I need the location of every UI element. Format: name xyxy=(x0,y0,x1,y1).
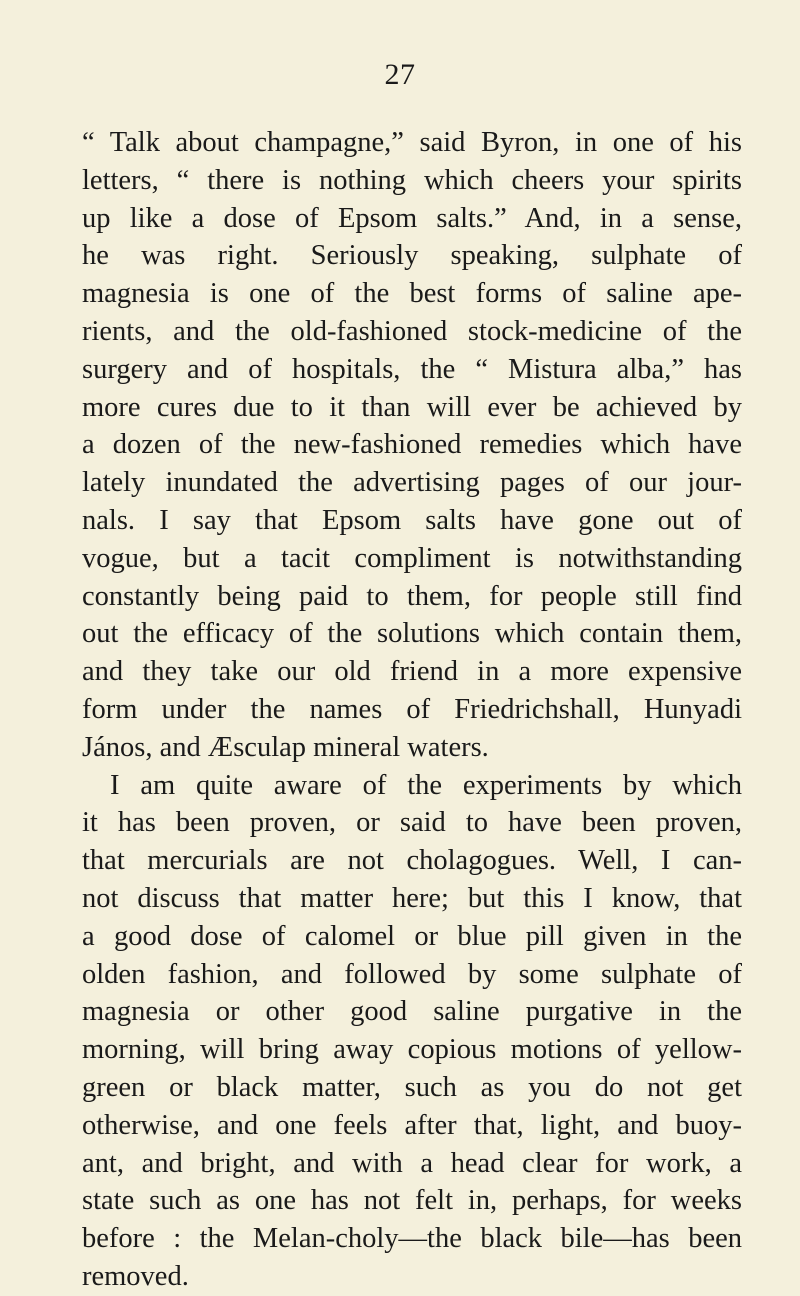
text-line: not discuss that matter here; but this I know, that xyxy=(82,882,742,914)
text-line: nals. I say that Epsom salts have gone out of xyxy=(82,504,742,536)
text-line: morning, will bring away copious motions of yellow- xyxy=(82,1034,742,1066)
text-line: lately inundated the advertising pages of our jour- xyxy=(82,467,742,499)
text-line: constantly being paid to them, for people still find xyxy=(82,580,742,612)
text-line: form under the names of Friedrichshall, Hunyadi xyxy=(82,693,742,725)
text-line: a dozen of the new-fashioned remedies which have xyxy=(82,429,742,461)
text-line: letters, “ there is nothing which cheers your spirits xyxy=(82,164,742,196)
text-line: up like a dose of Epsom salts.” And, in a sense, xyxy=(82,202,742,234)
text-line: ant, and bright, and with a head clear for work, a xyxy=(82,1147,742,1179)
body-text xyxy=(82,124,742,1296)
text-line: magnesia is one of the best forms of saline ape- xyxy=(82,278,742,310)
text-line: “ Talk about champagne,” said Byron, in one of his xyxy=(82,127,742,158)
text-line: out the efficacy of the solutions which contain them, xyxy=(82,618,742,650)
text-line: it has been proven, or said to have been proven, xyxy=(82,807,742,839)
text-line: olden fashion, and followed by some sulphate of xyxy=(82,958,742,990)
text-line: before : the Melan-choly—the black bile—has been xyxy=(82,1223,742,1255)
text-line: he was right. Seriously speaking, sulphate of xyxy=(82,240,742,272)
text-line: a good dose of calomel or blue pill given in the xyxy=(82,920,742,952)
text-line: magnesia or other good saline purgative in the xyxy=(82,996,742,1028)
text-line: rients, and the old-fashioned stock-medicine of the xyxy=(82,315,742,347)
text-line: vogue, but a tacit compliment is notwithstanding xyxy=(82,542,742,574)
text-line: removed. xyxy=(82,1260,189,1292)
text-line: more cures due to it than will ever be achieved by xyxy=(82,391,742,423)
text-line: otherwise, and one feels after that, light, and buoy- xyxy=(82,1109,742,1141)
text-line: I am quite aware of the experiments by which xyxy=(110,769,742,801)
text-line: that mercurials are not cholagogues. Well, I can- xyxy=(82,845,742,877)
text-line: green or black matter, such as you do not get xyxy=(82,1071,742,1103)
text-line: surgery and of hospitals, the “ Mistura alba,” has xyxy=(82,353,742,385)
text-line: and they take our old friend in a more expensive xyxy=(82,656,742,688)
text-line: János, and Æsculap mineral waters. xyxy=(82,731,489,763)
page-number: 27 xyxy=(384,58,416,91)
text-line: state such as one has not felt in, perhaps, for weeks xyxy=(82,1185,742,1217)
